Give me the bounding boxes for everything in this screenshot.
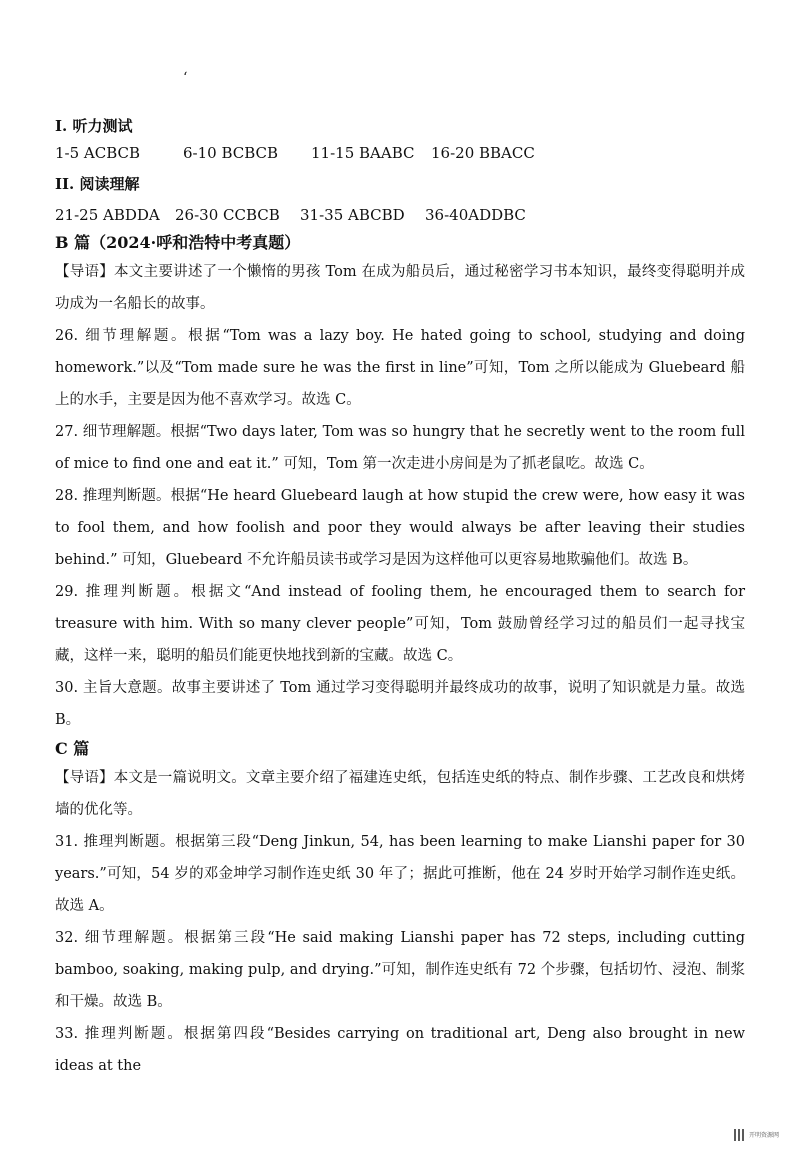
answer-group: 16-20 BBACC xyxy=(431,144,535,162)
listening-answers xyxy=(55,138,745,168)
answer-group: 26-30 CCBCB xyxy=(175,206,280,224)
question-32-explanation: 32. 细节理解题。根据第三段“He said making Lianshi paper has 72 steps, including cutting bamboo, soaking, making pulp, and drying.”可知，制作连史纸有 72 个步骤，包括切竹、浸泡、制浆和干燥。故选 B。 xyxy=(55,930,745,1010)
answer-group: 36-40ADDBC xyxy=(425,206,526,224)
footer-logo xyxy=(734,1128,792,1142)
reading-answers xyxy=(55,200,745,230)
answer-group: 31-35 ABCBD xyxy=(300,206,405,224)
stray-mark: ‘ xyxy=(183,70,188,86)
footer-logo-text: 开明资源网 xyxy=(749,1131,780,1139)
answer-key-content xyxy=(55,110,745,1082)
question-33-explanation: 33. 推理判断题。根据第四段“Besides carrying on traditional art, Deng also brought in new ideas at the xyxy=(55,1026,745,1074)
question-28-explanation: 28. 推理判断题。根据“He heard Gluebeard laugh at how stupid the crew were, how easy it was to fool them, and how foolish and poor they would always be after leaving their studies behind.” 可知，Gluebeard 不允许船员读书或学习是因为这样他可以更容易地欺骗他们。故选 B。 xyxy=(55,488,745,568)
qr-code-icon xyxy=(734,1129,746,1141)
answer-group: 11-15 BAABC xyxy=(311,144,415,162)
question-27-explanation: 27. 细节理解题。根据“Two days later, Tom was so hungry that he secretly went to the room full of mice to find one and eat it.” 可知，Tom 第一次走进小房间是为了抓老鼠吃。故选 C。 xyxy=(55,424,745,472)
reading-heading: II. 阅读理解 xyxy=(55,175,140,193)
section-c-intro: 【导语】本文是一篇说明文。文章主要介绍了福建连史纸，包括连史纸的特点、制作步骤、工艺改良和烘烤墙的优化等。 xyxy=(55,770,745,818)
question-26-explanation: 26. 细节理解题。根据“Tom was a lazy boy. He hated going to school, studying and doing homework.”以及“Tom made sure he was the first in line”可知，Tom 之所以能成为 Gluebeard 船上的水手，主要是因为他不喜欢学习。故选 C。 xyxy=(55,328,745,408)
section-c-title: C 篇 xyxy=(55,739,90,758)
question-30-explanation: 30. 主旨大意题。故事主要讲述了 Tom 通过学习变得聪明并最终成功的故事，说明了知识就是力量。故选 B。 xyxy=(55,680,745,728)
section-b-title: B 篇（2024·呼和浩特中考真题） xyxy=(55,233,301,252)
question-29-explanation: 29. 推理判断题。根据文“And instead of fooling them, he encouraged them to search for treasure with him. With so many clever people”可知，Tom 鼓励曾经学习过的船员们一起寻找宝藏，这样一来，聪明的船员们能更快地找到新的宝藏。故选 C。 xyxy=(55,584,745,664)
answer-group: 6-10 BCBCB xyxy=(183,144,279,162)
listening-heading: I. 听力测试 xyxy=(55,117,133,135)
answer-group: 1-5 ACBCB xyxy=(55,144,141,162)
question-31-explanation: 31. 推理判断题。根据第三段“Deng Jinkun, 54, has been learning to make Lianshi paper for 30 years.”可知，54 岁的邓金坤学习制作连史纸 30 年了；据此可推断，他在 24 岁时开始学习制作连史纸。故选 A。 xyxy=(55,834,745,914)
answer-group: 21-25 ABDDA xyxy=(55,206,160,224)
section-b-intro: 【导语】本文主要讲述了一个懒惰的男孩 Tom 在成为船员后，通过秘密学习书本知识，最终变得聪明并成功成为一名船长的故事。 xyxy=(55,264,745,312)
